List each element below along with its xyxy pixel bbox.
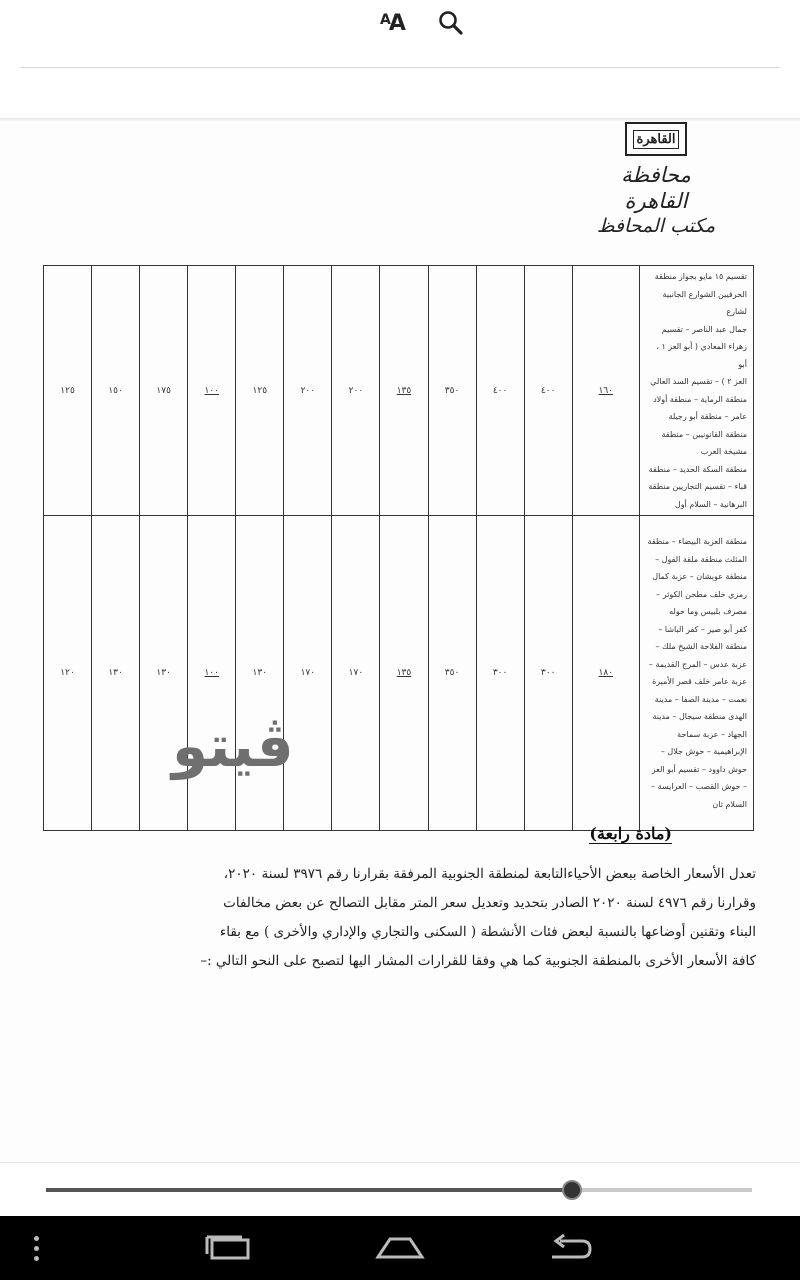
area-line: منطقة عويشان – عزبة كمال: [652, 572, 747, 581]
article-title: (مادة رابعة): [589, 824, 672, 843]
area-line: عامر – منطقة أبو رجيلة: [668, 412, 747, 421]
price-cell: ٣٥٠: [428, 516, 476, 831]
area-line: قباء – تقسيم التجاريين منطقة: [648, 482, 747, 491]
system-navigation-bar: [0, 1216, 800, 1280]
price-cell: ١٠٠: [188, 516, 236, 831]
price-cell: ١٢٥: [44, 266, 92, 516]
article-body: [100, 860, 756, 976]
back-icon[interactable]: [546, 1232, 594, 1264]
price-cell: ٣٠٠: [524, 516, 572, 831]
price-cell: ١٢٥: [236, 266, 284, 516]
area-line: مشيخة العرب: [700, 447, 747, 456]
table-row: [44, 516, 754, 831]
price-cell: ١٨٠: [572, 516, 639, 831]
area-line: زهراء المعادي ( أبو العز ١ ، أبو: [656, 342, 747, 369]
area-line: منطقة السكة الحديد – منطقة: [648, 464, 747, 474]
search-icon[interactable]: [438, 10, 464, 36]
reader-toolbar: [0, 0, 800, 122]
page-slider-track[interactable]: [46, 1188, 752, 1192]
area-line: رمزي خلف مطحن الكوثر –: [656, 589, 747, 599]
price-cell: ١٣٥: [380, 266, 428, 516]
area-line: جمال عبد الناصر – تقسيم: [661, 324, 747, 334]
area-line: عزبة عدس – المرج القديمة –: [648, 659, 747, 669]
area-line: السلام ثان: [712, 799, 747, 809]
article-line: وقرارنا رقم ٤٩٧٦ لسنة ٢٠٢٠ الصادر بتحديد وتعديل سعر المتر مقابل التصالح عن بعض مخالفات: [223, 895, 756, 911]
price-cell: ٣٠٠: [476, 516, 524, 831]
price-cell: ١٣٥: [380, 516, 428, 831]
area-line: الحرفيين الشوارع الجانبية لشارع: [662, 289, 747, 316]
area-cell: [639, 516, 753, 831]
page-slider-thumb[interactable]: [562, 1180, 582, 1200]
page-slider-fill: [46, 1188, 572, 1192]
price-cell: ٣٥٠: [428, 266, 476, 516]
area-line: منطقة القانونيين – منطقة: [661, 429, 747, 439]
price-cell: ١٣٠: [140, 516, 188, 831]
price-cell: ١٠٠: [188, 266, 236, 516]
area-line: عزبة عامر خلف قصر الأميرة: [652, 677, 747, 686]
price-cell: ١٧٥: [140, 266, 188, 516]
area-line: منطقة الرماية – منطقة أولاد: [653, 394, 747, 404]
price-cell: ١٢٠: [44, 516, 92, 831]
area-line: المثلث منطقة ملقة الفول –: [655, 554, 747, 564]
price-cell: ٤٠٠: [476, 266, 524, 516]
area-line: البرهانية – السلام أول: [674, 499, 747, 509]
area-line: الإبراهيمية – حوش جلال –: [660, 747, 747, 756]
price-cell: ١٦٠: [572, 266, 639, 516]
area-line: مصرف بلبيس وما حوله: [669, 607, 747, 616]
price-cell: ١٧٠: [332, 516, 380, 831]
page-scrubber-bar: [0, 1162, 800, 1216]
document-page[interactable]: [0, 122, 800, 1162]
price-cell: ٢٠٠: [332, 266, 380, 516]
area-line: منطقة الفلاحة الشيخ ملك –: [655, 642, 747, 651]
cairo-logo: القاهرة: [625, 122, 687, 156]
area-line: نعمت – مدينة الصفا – مدينة: [654, 694, 747, 704]
table-row: [44, 266, 754, 516]
area-line: الهدى منطقة سيجال – مدينة: [652, 712, 747, 721]
area-line: كفر أبو صير – كفر الباشا –: [658, 624, 747, 634]
governorate-name: محافظة القاهرة: [621, 163, 691, 213]
article-line: كافة الأسعار الأخرى بالمنطقة الجنوبية كما هي وفقا للقرارات المشار اليها لتصبح على النحو التالي :–: [200, 953, 756, 969]
price-cell: ٤٠٠: [524, 266, 572, 516]
toolbar-divider: [20, 67, 780, 68]
price-cell: ١٥٠: [92, 266, 140, 516]
article-line: البناء وتقنين أوضاعها بالنسبة لبعض فئات الأنشطة ( السكنى والتجاري والإداري والأخرى ) مع بقاء: [219, 924, 756, 940]
price-cell: ٢٠٠: [284, 266, 332, 516]
article-line: تعدل الأسعار الخاصة ببعض الأحياءالتابعة لمنطقة الجنوبية المرفقة بقرارنا رقم ٣٩٧٦ لسنة ٢٠٢٠،: [223, 866, 756, 882]
area-line: منطقة العزبة البيضاء – منطقة: [647, 537, 747, 546]
area-line: حوش داوود – تقسيم أبو العز: [651, 764, 747, 774]
font-size-icon[interactable]: $^A$A: [380, 10, 404, 36]
home-icon[interactable]: [374, 1232, 426, 1264]
menu-dots-icon[interactable]: [28, 1232, 44, 1264]
watermark-logo: ڤيتو: [172, 712, 294, 780]
price-table: [43, 265, 754, 831]
area-line: العز ٢ ) – تقسيم السد العالي: [650, 377, 747, 386]
area-line: – حوش القصب – العرايسة –: [651, 782, 747, 791]
price-cell: ١٧٠: [284, 516, 332, 831]
letterhead: [596, 122, 716, 238]
price-cell: ١٣٠: [92, 516, 140, 831]
recent-apps-icon[interactable]: [204, 1232, 252, 1264]
office-name: مكتب المحافظ: [596, 215, 716, 237]
area-line: الجهاد – عزبة سماحة: [677, 729, 747, 739]
area-cell: [639, 266, 753, 516]
price-cell: ١٣٠: [236, 516, 284, 831]
area-line: تقسيم ١٥ مايو بجوار منطقة: [654, 272, 747, 281]
